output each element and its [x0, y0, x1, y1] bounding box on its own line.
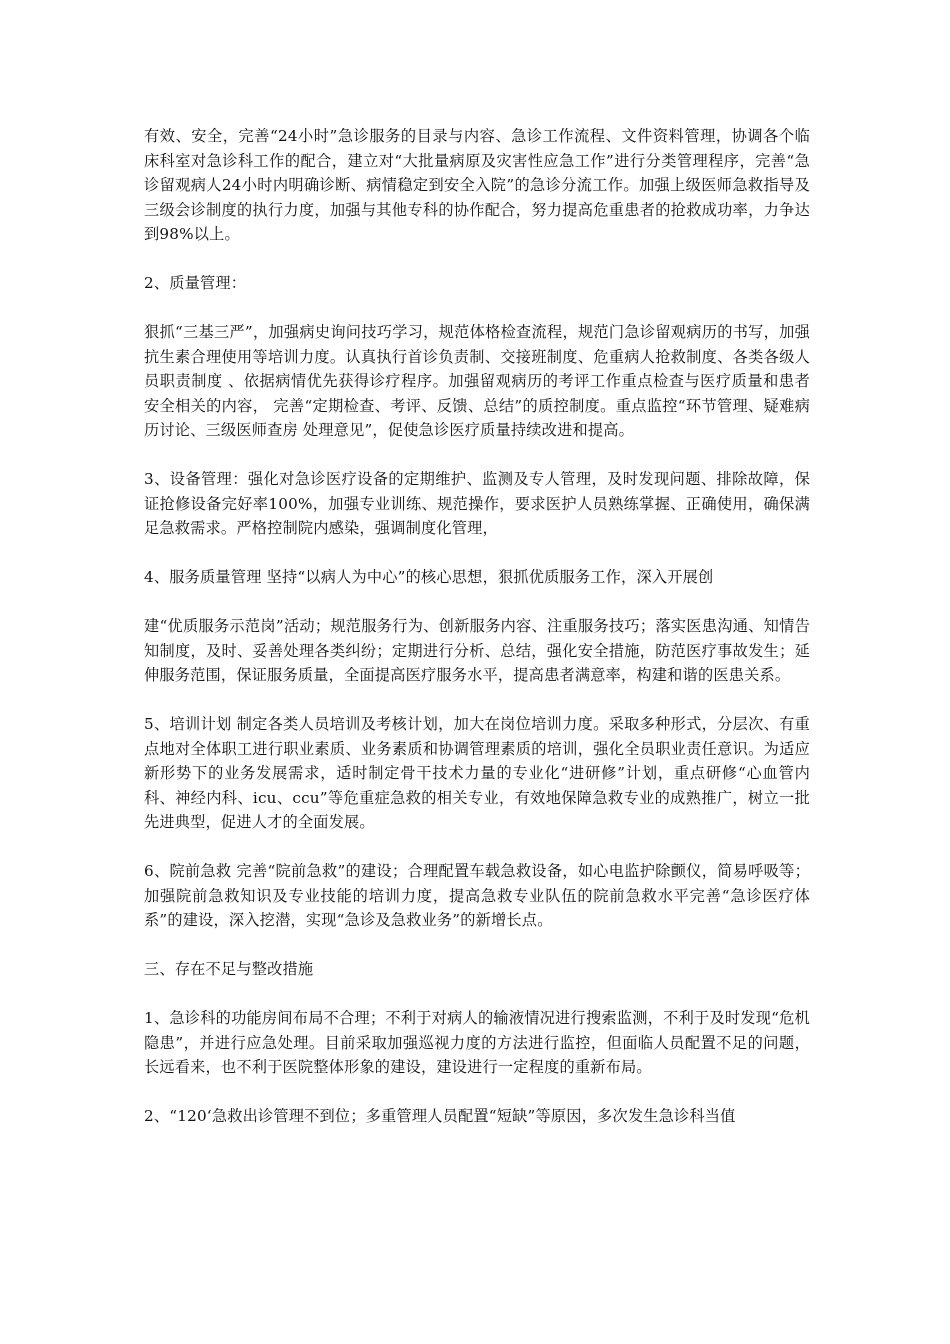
paragraph-layout-issue: 1、急诊科的功能房间布局不合理；不利于对病人的输液情况进行搜索监测，不利于及时发现“危机隐患”，并进行应急处理。目前采取加强巡视力度的方法进行监控，但面临人员配置不足的问题，长远看来，也不利于医院整体形象的建设，建设进行一定程度的重新布局。 [144, 1009, 810, 1076]
paragraph-training-plan: 5、培训计划 制定各类人员培训及考核计划，加大在岗位培训力度。采取多种形式，分层次、有重点地对全体职工进行职业素质、业务素质和协调管理素质的培训，强化全员职业责任意识。为适应新形势下的业务发展需求，适时制定骨干技术力量的专业化“进研修”计划，重点研修“心血管内科、神经内科、icu、ccu”等危重症急救的相关专业，有效地保障急救专业的成熟推广，树立一批先进典型，促进人才的全面发展。 [144, 715, 810, 831]
heading-shortcomings: 三、存在不足与整改措施 [144, 960, 314, 978]
paragraph-equipment-management: 3、设备管理：强化对急诊医疗设备的定期维护、监测及专人管理，及时发现问题、排除故障，保证抢修设备完好率100%，加强专业训练、规范操作，要求医护人员熟练掌握、正确使用，确保满足急救需求。严格控制院内感染，强调制度化管理， [144, 470, 810, 537]
heading-quality-management: 2、质量管理： [144, 274, 247, 292]
paragraph-prehospital-emergency: 6、院前急救 完善“院前急救”的建设；合理配置车载急救设备，如心电监护除颤仪，简易呼吸等；加强院前急救知识及专业技能的培训力度，提高急救专业队伍的院前急救水平完善“急诊医疗体系”的建设，深入挖潜，实现“急诊及急救业务”的新增长点。 [144, 862, 810, 929]
paragraph-emergency-service: 有效、安全，完善“24小时”急诊服务的目录与内容、急诊工作流程、文件资料管理，协调各个临床科室对急诊科工作的配合，建立对“大批量病原及灾害性应急工作”进行分类管理程序，完善“急诊留观病人24小时内明确诊断、病情稳定到安全入院”的急诊分流工作。加强上级医师急救指导及三级会诊制度的执行力度，加强与其他专科的协作配合，努力提高危重患者的抢救成功率，力争达到98%以上。 [144, 127, 810, 243]
paragraph-quality-management: 狠抓“三基三严”，加强病史询问技巧学习，规范体格检查流程，规范门急诊留观病历的书写，加强抗生素合理使用等培训力度。认真执行首诊负责制、交接班制度、危重病人抢救制度、各类各级人员职责制度 、依据病情优先获得诊疗程序。加强留观病历的考评工作重点检查与医疗质量和患者安全相关的内容， 完善“定期检查、考评、反馈、总结”的质控制度。重点监控“环节管理、疑难病历讨论、三级医师查房 处理意见”，促使急诊医疗质量持续改进和提高。 [144, 323, 810, 439]
paragraph-120-management: 2、“120‘急救出诊管理不到位；多重管理人员配置“短缺”等原因，多次发生急诊科当值 [144, 1107, 736, 1125]
paragraph-service-quality-intro: 4、服务质量管理 坚持“以病人为中心”的核心思想，狠抓优质服务工作，深入开展创 [144, 568, 714, 586]
document-body [144, 124, 810, 1153]
paragraph-service-quality-detail: 建“优质服务示范岗”活动；规范服务行为、创新服务内容、注重服务技巧；落实医患沟通、知情告知制度，及时、妥善处理各类纠纷；定期进行分析、总结，强化安全措施，防范医疗事故发生；延伸服务范围，保证服务质量，全面提高医疗服务水平，提高患者满意率，构建和谐的医患关系。 [144, 617, 810, 684]
